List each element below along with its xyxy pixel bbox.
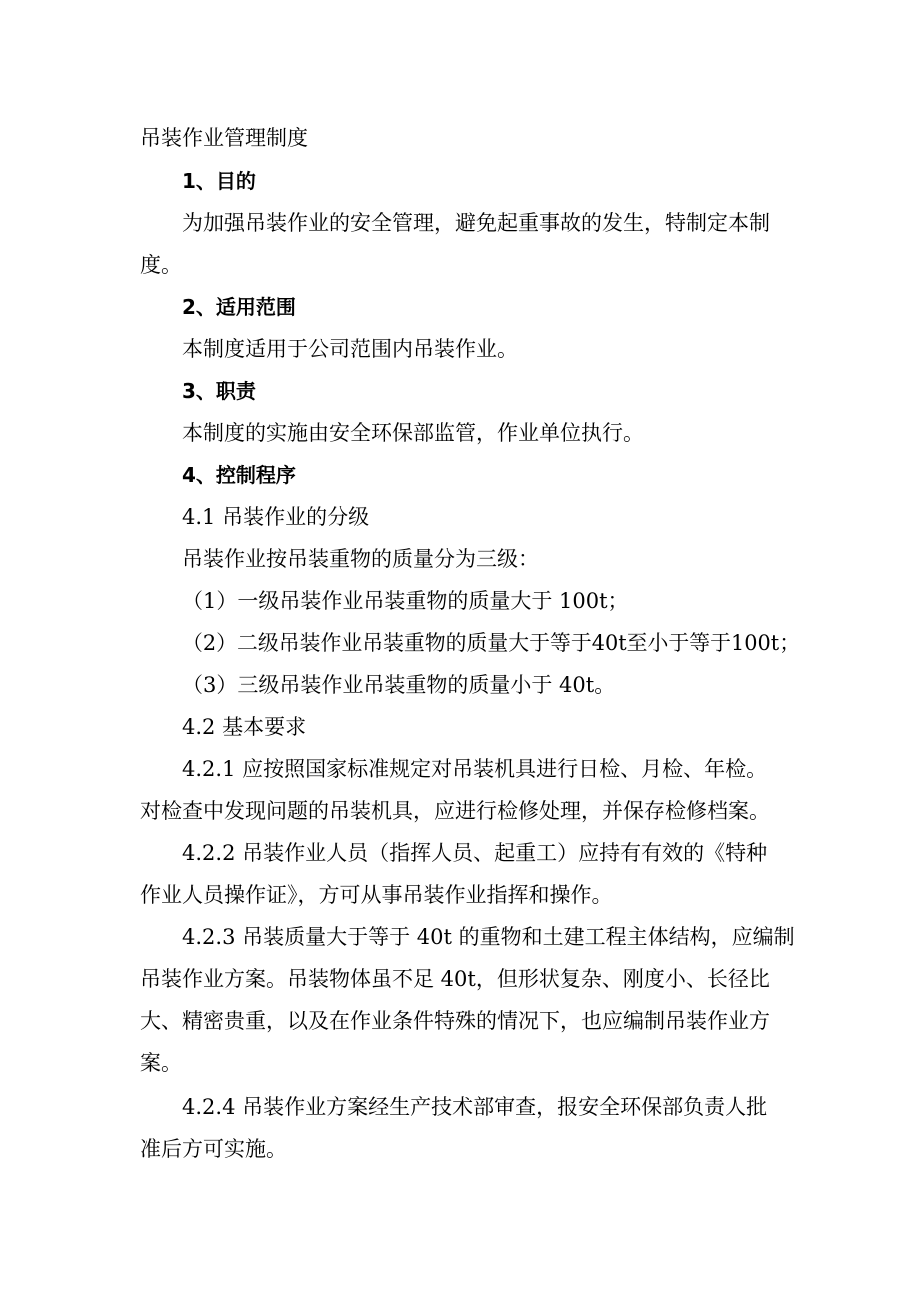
heading-duties: 3、职责 xyxy=(182,379,256,403)
grade-item-3: （3）三级吊装作业吊装重物的质量小于 40t。 xyxy=(182,673,616,697)
clause-4-2-3-line-4: 案。 xyxy=(140,1051,182,1075)
purpose-paragraph-line-1: 为加强吊装作业的安全管理，避免起重事故的发生，特制定本制 xyxy=(182,211,770,235)
subsection-4-2-title: 4.2 基本要求 xyxy=(182,715,307,739)
heading-scope: 2、适用范围 xyxy=(182,295,296,319)
heading-procedure: 4、控制程序 xyxy=(182,463,296,487)
grade-item-1: （1）一级吊装作业吊装重物的质量大于 100t； xyxy=(182,589,629,613)
clause-4-2-2-line-2: 作业人员操作证》，方可从事吊装作业指挥和操作。 xyxy=(140,883,613,907)
purpose-paragraph-line-2: 度。 xyxy=(140,253,182,277)
clause-4-2-4-line-2: 准后方可实施。 xyxy=(140,1137,287,1161)
clause-4-2-3-line-1: 4.2.3 吊装质量大于等于 40t 的重物和土建工程主体结构，应编制 xyxy=(182,925,795,949)
duties-paragraph: 本制度的实施由安全环保部监管，作业单位执行。 xyxy=(182,421,644,445)
grade-item-2: （2）二级吊装作业吊装重物的质量大于等于40t至小于等于100t； xyxy=(182,631,801,655)
clause-4-2-1-line-2: 对检查中发现问题的吊装机具，应进行检修处理，并保存检修档案。 xyxy=(140,799,770,823)
scope-paragraph: 本制度适用于公司范围内吊装作业。 xyxy=(182,337,518,361)
subsection-4-1-title: 4.1 吊装作业的分级 xyxy=(182,505,370,529)
heading-purpose: 1、目的 xyxy=(182,169,256,193)
clause-4-2-4-line-1: 4.2.4 吊装作业方案经生产技术部审查，报安全环保部负责人批 xyxy=(182,1095,768,1119)
subsection-4-1-intro: 吊装作业按吊装重物的质量分为三级： xyxy=(182,547,539,571)
clause-4-2-3-line-2: 吊装作业方案。吊装物体虽不足 40t，但形状复杂、刚度小、长径比 xyxy=(140,967,770,991)
clause-4-2-2-line-1: 4.2.2 吊装作业人员（指挥人员、起重工）应持有有效的《特种 xyxy=(182,841,768,865)
clause-4-2-1-line-1: 4.2.1 应按照国家标准规定对吊装机具进行日检、月检、年检。 xyxy=(182,757,768,781)
document-title: 吊装作业管理制度 xyxy=(140,126,308,150)
clause-4-2-3-line-3: 大、精密贵重，以及在作业条件特殊的情况下，也应编制吊装作业方 xyxy=(140,1009,770,1033)
